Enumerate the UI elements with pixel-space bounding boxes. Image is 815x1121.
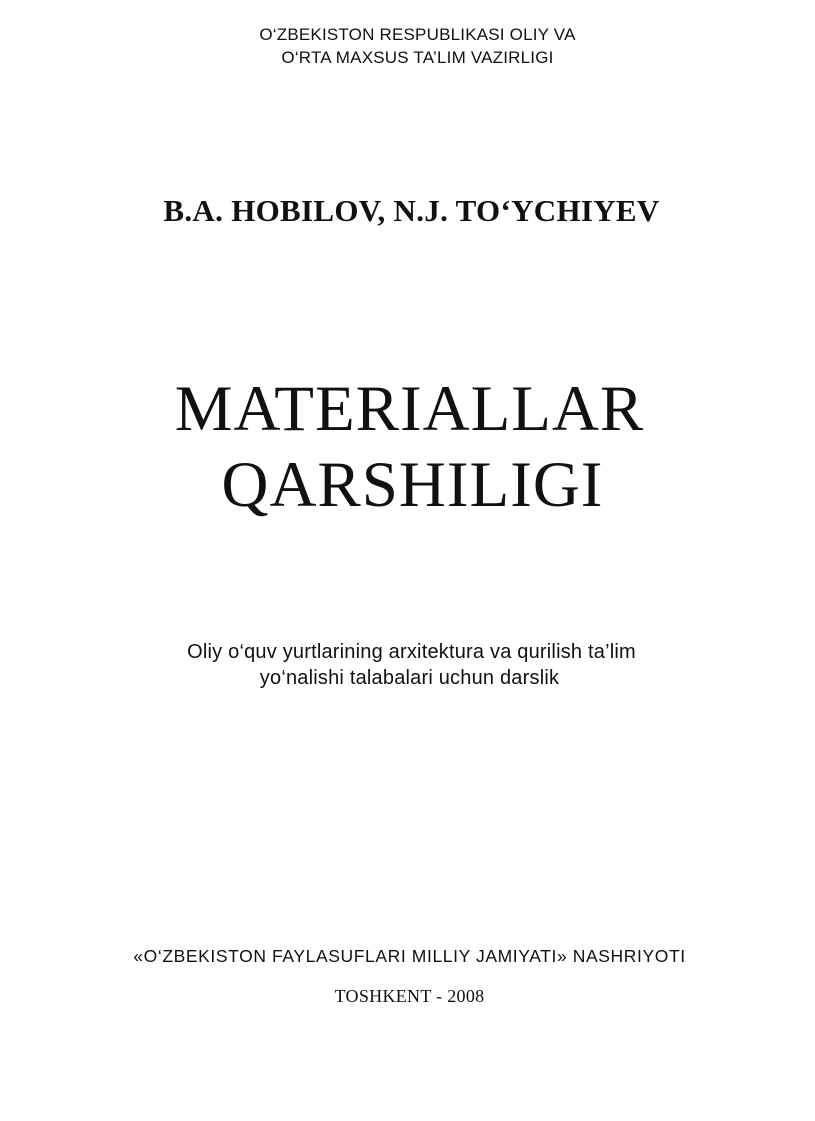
city-year: TOSHKENT - 2008	[334, 986, 485, 1006]
publisher-name: «O‘ZBEKISTON FAYLASUFLARI MILLIY JAMIYATI» NASHRIYOTI	[133, 946, 686, 966]
book-title-line-2: QARSHILIGI	[221, 449, 604, 521]
book-subtitle-line-2: yo‘nalishi talabalari uchun darslik	[259, 667, 560, 689]
book-subtitle-line-1: Oliy o‘quv yurtlarining arxitektura va qurilish ta’lim	[187, 641, 636, 663]
ministry-line-1: O‘ZBEKISTON RESPUBLIKASI OLIY VA	[259, 25, 576, 44]
book-title-line-1: MATERIALLAR	[174, 373, 645, 445]
book-authors: B.A. HOBILOV, N.J. TO‘YCHIYEV	[163, 193, 660, 228]
ministry-line-2: O‘RTA MAXSUS TA’LIM VAZIRLIGI	[281, 48, 554, 67]
